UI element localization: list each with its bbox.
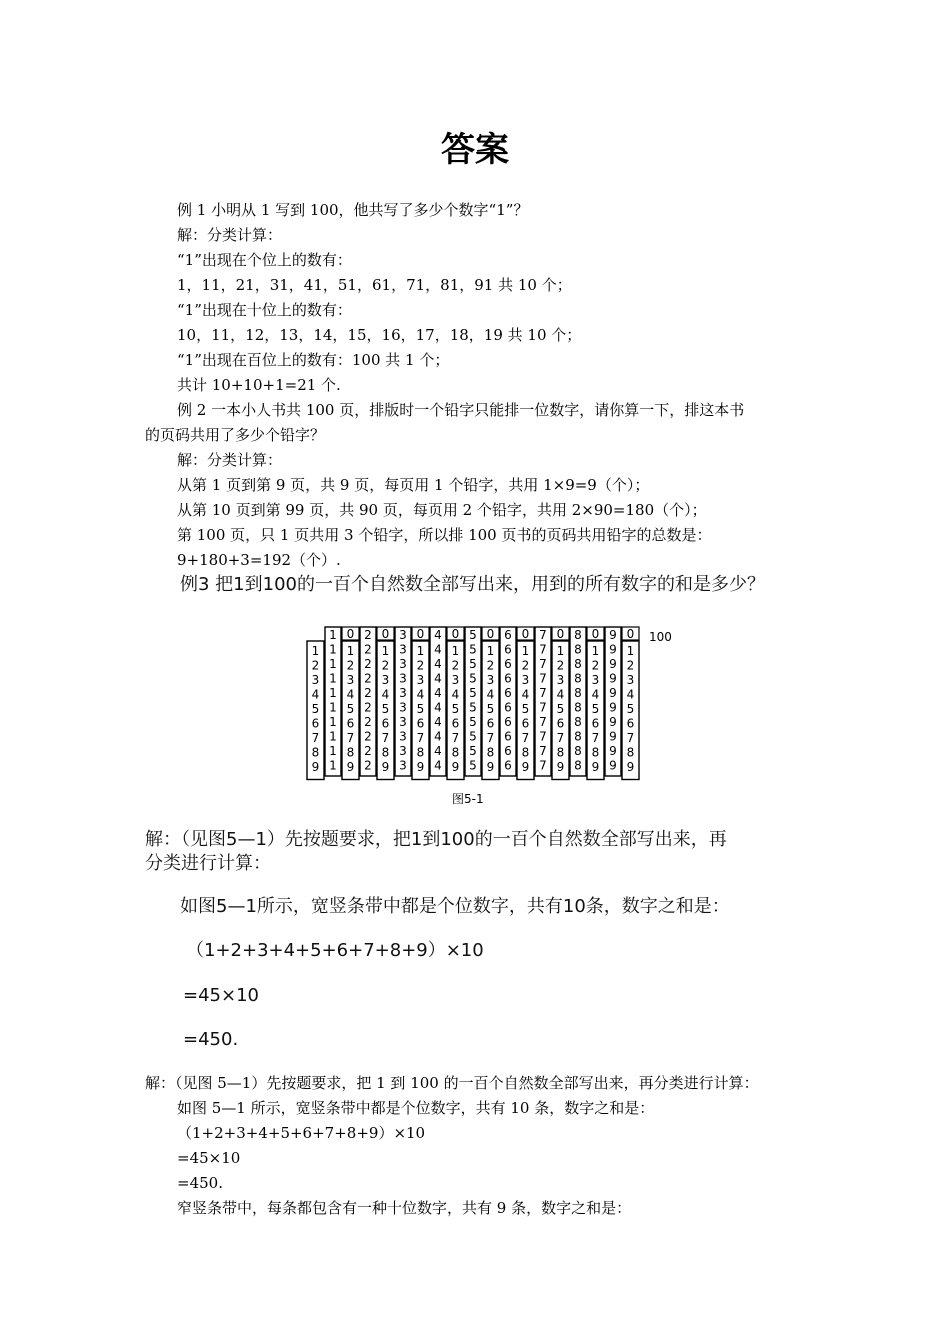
example2-step2: 从第 10 页到第 99 页，共 90 页，每页用 2 个铅字，共用 2×90=180（个）； <box>177 501 707 519</box>
narrow-strip-digit: 7 <box>539 642 547 657</box>
example3-text-solution: 解：（见图 5—1）先按题要求，把 1 到 100 的一百个自然数全部写出来，再分类进行计算： <box>145 1074 759 1092</box>
narrow-strip-digit: 1 <box>329 657 337 671</box>
narrow-strip-digit: 6 <box>504 729 512 744</box>
narrow-strip-digit: 9 <box>609 657 617 671</box>
wide-strip-digit: 3 <box>381 673 390 687</box>
wide-strip-digit: 7 <box>381 731 390 745</box>
wide-strip-digit: 1 <box>451 644 460 658</box>
narrow-strip-digit: 9 <box>609 686 617 700</box>
wide-strip-digit: 8 <box>416 745 425 760</box>
example3-solution-line1: 解：（见图5—1）先按题要求，把1到100的一百个自然数全部写出来，再 <box>145 829 727 850</box>
wide-strip-digit: 5 <box>416 702 425 716</box>
narrow-strip-digit: 3 <box>399 744 407 758</box>
example1-total: 共计 10+10+1=21 个. <box>177 376 341 394</box>
example2-solution-intro: 解：分类计算： <box>177 451 283 469</box>
zero-cell-digit: 0 <box>451 627 460 641</box>
wide-strip-digit: 2 <box>556 658 565 673</box>
page-title: 答案 <box>441 130 509 170</box>
narrow-strip-digit: 6 <box>504 686 512 700</box>
narrow-strip-digit: 6 <box>504 657 512 671</box>
wide-strip-digit: 7 <box>416 731 425 745</box>
wide-strip-digit: 2 <box>591 658 600 673</box>
example1-hundreds-line: “1”出现在百位上的数有：100 共 1 个； <box>177 351 450 369</box>
narrow-strip-digit: 6 <box>504 700 512 715</box>
wide-strip-digit: 5 <box>346 702 355 716</box>
narrow-strip-digit: 5 <box>469 642 477 657</box>
wide-strip-digit: 8 <box>626 745 635 760</box>
wide-strip-digit: 1 <box>381 644 390 658</box>
narrow-strip-digit: 3 <box>399 657 407 671</box>
wide-strip-digit: 1 <box>346 644 355 658</box>
zero-cell-digit: 0 <box>521 627 530 641</box>
wide-strip-digit: 6 <box>381 716 390 731</box>
narrow-strip-digit: 9 <box>609 700 617 715</box>
example3-wide-strip-text: 如图5—1所示，宽竖条带中都是个位数字，共有10条，数字之和是： <box>180 896 730 917</box>
narrow-strip-digit: 7 <box>539 700 547 715</box>
narrow-strip-digit: 6 <box>504 715 512 729</box>
example3-question: 例3 把1到100的一百个自然数全部写出来，用到的所有数字的和是多少？ <box>180 574 765 595</box>
narrow-strip-digit: 5 <box>469 686 477 700</box>
narrow-strip-digit: 8 <box>574 729 582 744</box>
narrow-strip-digit: 9 <box>609 715 617 729</box>
wide-strip-digit: 7 <box>346 731 355 745</box>
wide-strip-digit: 2 <box>381 658 390 673</box>
wide-strip-digit: 1 <box>591 644 600 658</box>
wide-strip-digit: 8 <box>486 745 495 760</box>
wide-strip-digit: 7 <box>591 731 600 745</box>
zero-cell-digit: 0 <box>486 627 495 641</box>
wide-strip-digit: 3 <box>416 673 425 687</box>
wide-strip-digit: 4 <box>451 687 460 702</box>
narrow-strip-digit: 1 <box>329 700 337 715</box>
wide-strip-digit: 4 <box>346 687 355 702</box>
wide-strip-digit: 5 <box>556 702 565 716</box>
narrow-strip-digit: 8 <box>574 671 582 686</box>
narrow-strip-digit: 8 <box>574 686 582 700</box>
zero-cell-digit: 0 <box>591 627 600 641</box>
example3-formula1: （1+2+3+4+5+6+7+8+9）×10 <box>186 940 484 961</box>
wide-strip-digit: 9 <box>451 760 460 774</box>
example2-question-line2: 的页码共用了多少个铅字？ <box>145 426 326 444</box>
narrow-strip-digit: 8 <box>574 628 582 642</box>
wide-strip-digit: 8 <box>521 745 530 760</box>
wide-strip-digit: 5 <box>591 702 600 716</box>
narrow-strip-digit: 8 <box>574 744 582 758</box>
narrow-strip-digit: 1 <box>329 642 337 657</box>
wide-strip-digit: 1 <box>486 644 495 658</box>
narrow-strip-digit: 4 <box>434 715 442 729</box>
wide-strip-digit: 9 <box>486 760 495 774</box>
narrow-strip-digit: 8 <box>574 715 582 729</box>
wide-strip-digit: 4 <box>556 687 565 702</box>
example1-tens-list: 10，11，12，13，14，15，16，17，18，19 共 10 个； <box>177 326 582 344</box>
narrow-strip-digit: 3 <box>399 642 407 657</box>
narrow-strip-digit: 4 <box>434 671 442 686</box>
example1-solution-intro: 解：分类计算： <box>177 226 283 244</box>
narrow-strip-digit: 2 <box>364 686 372 700</box>
narrow-strip-digit: 1 <box>329 744 337 758</box>
wide-strip-digit: 1 <box>311 644 320 658</box>
wide-strip-digit: 1 <box>626 644 635 658</box>
wide-strip-digit: 3 <box>311 673 320 687</box>
wide-strip-digit: 9 <box>556 760 565 774</box>
zero-cell-digit: 0 <box>556 627 565 641</box>
wide-strip-digit: 7 <box>626 731 635 745</box>
wide-strip-digit: 2 <box>311 658 320 673</box>
wide-strip-digit: 9 <box>521 760 530 774</box>
narrow-strip-digit: 2 <box>364 642 372 657</box>
narrow-strip-digit: 4 <box>434 686 442 700</box>
narrow-strip-digit: 6 <box>504 628 512 642</box>
narrow-strip-digit: 2 <box>364 715 372 729</box>
narrow-strip-digit: 3 <box>399 758 407 773</box>
wide-strip-digit: 4 <box>521 687 530 702</box>
wide-strip-digit: 5 <box>381 702 390 716</box>
wide-strip-digit: 7 <box>486 731 495 745</box>
wide-strip-digit: 6 <box>416 716 425 731</box>
wide-strip-digit: 7 <box>556 731 565 745</box>
narrow-strip-digit: 7 <box>539 758 547 773</box>
narrow-strip-digit: 7 <box>539 657 547 671</box>
narrow-strip-digit: 9 <box>609 758 617 773</box>
wide-strip-digit: 1 <box>416 644 425 658</box>
wide-strip-digit: 4 <box>591 687 600 702</box>
wide-strip-digit: 8 <box>381 745 390 760</box>
narrow-strip-digit: 2 <box>364 758 372 773</box>
wide-strip-digit: 6 <box>556 716 565 731</box>
wide-strip-digit: 2 <box>346 658 355 673</box>
wide-strip-digit: 5 <box>486 702 495 716</box>
example1-ones-list: 1，11，21，31，41，51，61，71，81，91 共 10 个； <box>177 276 572 294</box>
wide-strip-digit: 9 <box>311 760 320 774</box>
narrow-strip-digit: 2 <box>364 671 372 686</box>
example3-solution-line2: 分类进行计算： <box>145 853 271 874</box>
narrow-strip-digit: 4 <box>434 657 442 671</box>
narrow-strip-digit: 8 <box>574 758 582 773</box>
wide-strip-digit: 4 <box>381 687 390 702</box>
example3-formula3: =450. <box>183 1029 239 1050</box>
narrow-strip-digit: 3 <box>399 671 407 686</box>
narrow-strip-digit: 2 <box>364 729 372 744</box>
narrow-strip-digit: 9 <box>609 628 617 642</box>
wide-strip-digit: 7 <box>451 731 460 745</box>
narrow-strip-digit: 5 <box>469 671 477 686</box>
narrow-strip-digit: 5 <box>469 700 477 715</box>
zero-cell-digit: 0 <box>346 627 355 641</box>
narrow-strip-digit: 7 <box>539 628 547 642</box>
strip-figure <box>306 623 672 783</box>
narrow-strip-digit: 5 <box>469 628 477 642</box>
wide-strip-digit: 4 <box>486 687 495 702</box>
narrow-strip-digit: 5 <box>469 657 477 671</box>
narrow-strip-digit: 3 <box>399 700 407 715</box>
narrow-strip-digit: 4 <box>434 642 442 657</box>
narrow-strip-digit: 3 <box>399 686 407 700</box>
wide-strip-digit: 9 <box>416 760 425 774</box>
narrow-strip-digit: 3 <box>399 729 407 744</box>
wide-strip-digit: 5 <box>311 702 320 716</box>
wide-strip-digit: 8 <box>556 745 565 760</box>
example2-step1: 从第 1 页到第 9 页，共 9 页，每页用 1 个铅字，共用 1×9=9（个）； <box>177 476 650 494</box>
narrow-strip-digit: 6 <box>504 758 512 773</box>
narrow-strip-digit: 2 <box>364 700 372 715</box>
narrow-strip-digit: 2 <box>364 657 372 671</box>
example1-tens-label: “1”出现在十位上的数有： <box>177 301 352 319</box>
narrow-strip-digit: 5 <box>469 744 477 758</box>
wide-strip-digit: 9 <box>381 760 390 774</box>
narrow-strip-digit: 4 <box>434 758 442 773</box>
wide-strip-digit: 4 <box>311 687 320 702</box>
figure-caption: 图5-1 <box>452 792 484 806</box>
narrow-strip-digit: 1 <box>329 671 337 686</box>
narrow-strip-digit: 8 <box>574 700 582 715</box>
wide-strip-digit: 5 <box>521 702 530 716</box>
narrow-strip-digit: 3 <box>399 628 407 642</box>
wide-strip-digit: 6 <box>346 716 355 731</box>
example3-text-formula2: =45×10 <box>177 1149 241 1167</box>
narrow-strip-digit: 3 <box>399 715 407 729</box>
narrow-strip-digit: 7 <box>539 729 547 744</box>
narrow-strip-digit: 7 <box>539 686 547 700</box>
wide-strip-digit: 6 <box>311 716 320 731</box>
example3-text-narrow-strip: 窄竖条带中，每条都包含有一种十位数字，共有 9 条，数字之和是： <box>177 1199 632 1217</box>
wide-strip-digit: 4 <box>416 687 425 702</box>
example1-question: 例 1 小明从 1 写到 100，他共写了多少个数字“1”？ <box>177 201 529 219</box>
narrow-strip-digit: 7 <box>539 671 547 686</box>
wide-strip-digit: 8 <box>451 745 460 760</box>
wide-strip-digit: 9 <box>591 760 600 774</box>
narrow-strip-digit: 6 <box>504 744 512 758</box>
narrow-strip-digit: 1 <box>329 758 337 773</box>
wide-strip-digit: 1 <box>521 644 530 658</box>
wide-strip-digit: 6 <box>626 716 635 731</box>
wide-strip-digit: 4 <box>626 687 635 702</box>
wide-strip-digit: 5 <box>626 702 635 716</box>
wide-strip-digit: 8 <box>346 745 355 760</box>
wide-strip-digit: 6 <box>521 716 530 731</box>
example3-formula2: =45×10 <box>183 985 259 1006</box>
wide-strip-digit: 1 <box>556 644 565 658</box>
wide-strip-digit: 7 <box>311 731 320 745</box>
wide-strip-digit: 6 <box>486 716 495 731</box>
example3-text-wide-strip: 如图 5—1 所示，宽竖条带中都是个位数字，共有 10 条，数字之和是： <box>177 1099 655 1117</box>
zero-cell-digit: 0 <box>381 627 390 641</box>
wide-strip-digit: 5 <box>451 702 460 716</box>
narrow-strip-digit: 1 <box>329 628 337 642</box>
wide-strip-digit: 2 <box>416 658 425 673</box>
wide-strip-digit: 3 <box>346 673 355 687</box>
narrow-strip-digit: 5 <box>469 758 477 773</box>
wide-strip-digit: 3 <box>556 673 565 687</box>
zero-cell-digit: 0 <box>416 627 425 641</box>
zero-cell-digit: 0 <box>626 627 635 641</box>
example2-step3: 第 100 页，只 1 页共用 3 个铅字，所以排 100 页书的页码共用铅字的总数是： <box>177 526 712 544</box>
label-100: 100 <box>649 630 672 644</box>
narrow-strip-digit: 9 <box>609 671 617 686</box>
narrow-strip-digit: 4 <box>434 628 442 642</box>
wide-strip-digit: 3 <box>486 673 495 687</box>
wide-strip-digit: 8 <box>311 745 320 760</box>
wide-strip-digit: 9 <box>346 760 355 774</box>
narrow-strip-digit: 1 <box>329 686 337 700</box>
narrow-strip-digit: 9 <box>609 642 617 657</box>
narrow-strip-digit: 4 <box>434 744 442 758</box>
wide-strip-digit: 2 <box>626 658 635 673</box>
wide-strip-digit: 2 <box>521 658 530 673</box>
narrow-strip-digit: 6 <box>504 642 512 657</box>
narrow-strip-digit: 8 <box>574 642 582 657</box>
narrow-strip-digit: 2 <box>364 744 372 758</box>
example3-text-formula3: =450. <box>177 1174 223 1192</box>
example2-question-line1: 例 2 一本小人书共 100 页，排版时一个铅字只能排一位数字，请你算一下，排这本书 <box>177 401 745 419</box>
wide-strip-digit: 6 <box>591 716 600 731</box>
wide-strip-digit: 3 <box>521 673 530 687</box>
narrow-strip-digit: 5 <box>469 715 477 729</box>
narrow-strip-digit: 6 <box>504 671 512 686</box>
wide-strip-digit: 6 <box>451 716 460 731</box>
narrow-strip-digit: 1 <box>329 729 337 744</box>
example3-text-formula1: （1+2+3+4+5+6+7+8+9）×10 <box>177 1124 426 1142</box>
narrow-strip-digit: 7 <box>539 715 547 729</box>
example2-total: 9+180+3=192（个）. <box>177 551 341 569</box>
wide-strip-digit: 7 <box>521 731 530 745</box>
wide-strip-digit: 3 <box>591 673 600 687</box>
wide-strip-digit: 2 <box>486 658 495 673</box>
narrow-strip-digit: 4 <box>434 729 442 744</box>
example1-ones-label: “1”出现在个位上的数有： <box>177 251 352 269</box>
narrow-strip-digit: 8 <box>574 657 582 671</box>
wide-strip-digit: 2 <box>451 658 460 673</box>
wide-strip-digit: 3 <box>626 673 635 687</box>
narrow-strip-digit: 2 <box>364 628 372 642</box>
wide-strip-digit: 3 <box>451 673 460 687</box>
narrow-strip-digit: 9 <box>609 744 617 758</box>
narrow-strip-digit: 9 <box>609 729 617 744</box>
narrow-strip-digit: 1 <box>329 715 337 729</box>
wide-strip-digit: 8 <box>591 745 600 760</box>
narrow-strip-digit: 5 <box>469 729 477 744</box>
wide-strip-digit: 9 <box>626 760 635 774</box>
narrow-strip-digit: 7 <box>539 744 547 758</box>
narrow-strip-digit: 4 <box>434 700 442 715</box>
